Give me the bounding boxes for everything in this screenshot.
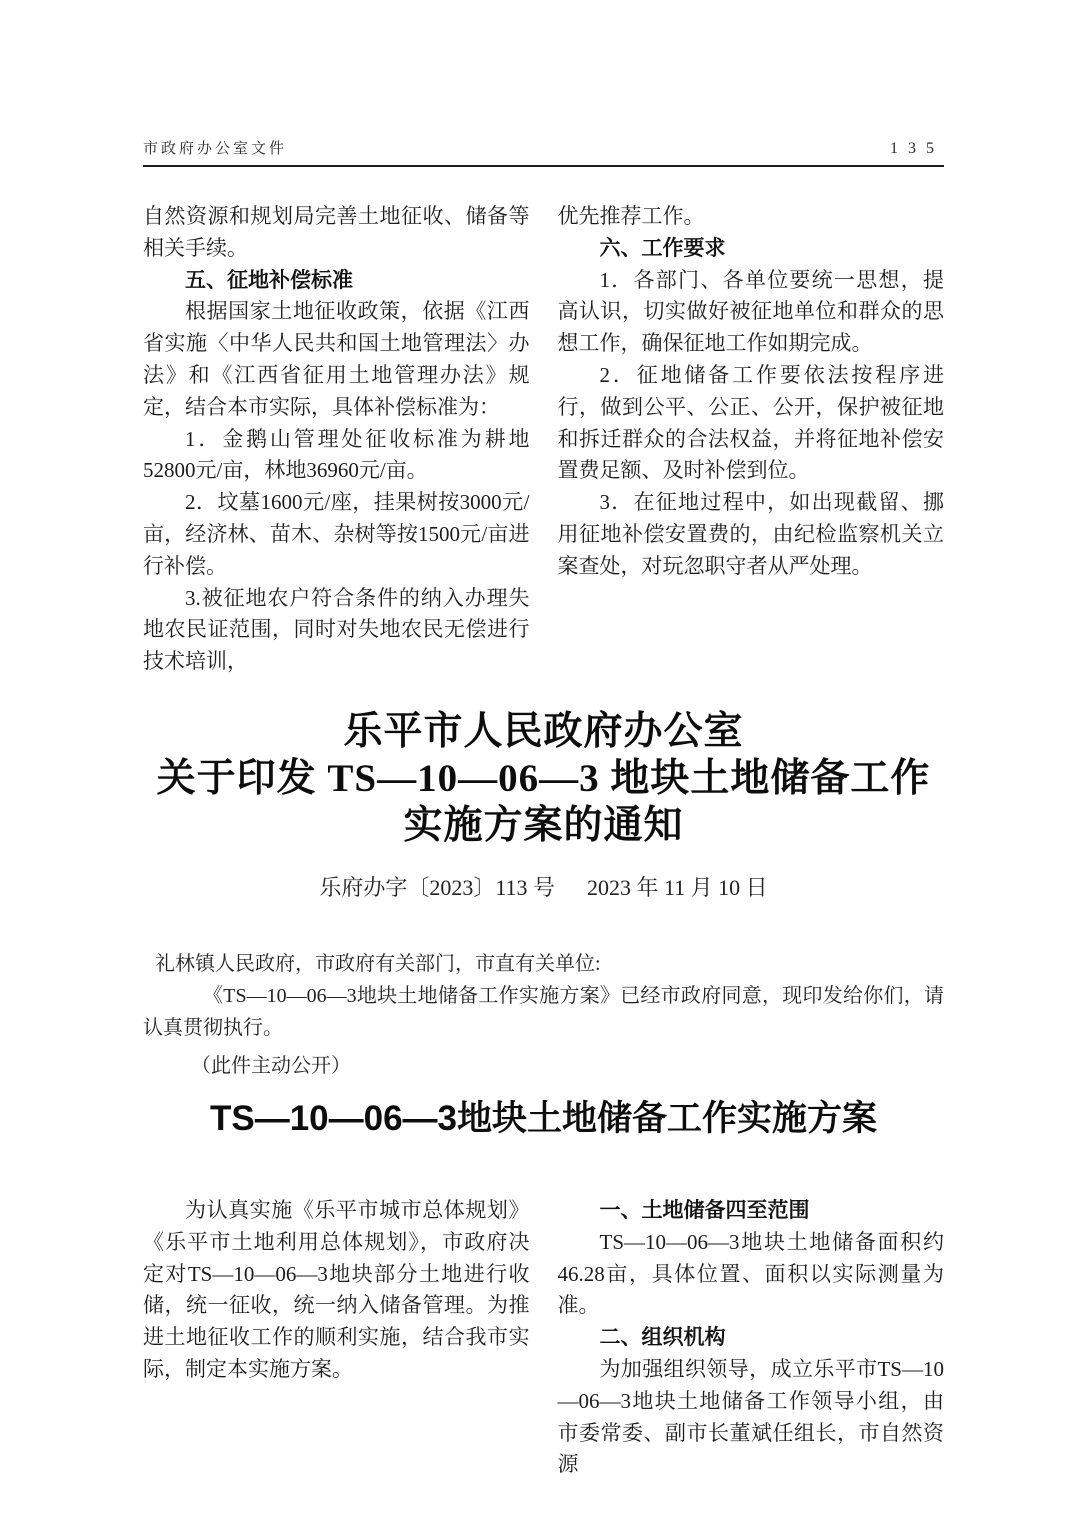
top-left-column — [143, 201, 530, 678]
section-heading: 六、工作要求 — [599, 236, 726, 260]
doc-number-line — [143, 873, 944, 903]
doc-date: 2023 年 11 月 10 日 — [587, 874, 768, 900]
disclosure-note: （此件主动公开） — [191, 1054, 351, 1077]
salutation: 礼林镇人民政府，市政府有关部门，市直有关单位: — [155, 952, 601, 975]
section-heading: 五、征地补偿标准 — [185, 268, 353, 292]
plan-title: TS—10—06—3地块土地储备工作实施方案 — [209, 1098, 878, 1138]
page-header — [143, 137, 944, 167]
paragraph: 根据国家土地征收政策，依据《江西省实施〈中华人民共和国土地管理法〉办法》和《江西省征用土地管理办法》规定，结合本市实际，具体补偿标准为： — [143, 299, 530, 419]
plan-columns — [143, 1195, 944, 1481]
notice-title-line-1: 乐平市人民政府办公室 — [343, 709, 744, 753]
paragraph: 2．征地储备工作要依法按程序进行，做到公平、公正、公开，保护被征地和拆迁群众的合法权益，并将征地补偿安置费足额、及时补偿到位。 — [557, 362, 944, 483]
paragraph: 为加强组织领导，成立乐平市TS—10—06—3地块土地储备工作领导小组，由市委常委、副市长董斌任组长，市自然资源 — [557, 1356, 944, 1477]
notice-top-columns — [143, 201, 944, 678]
notice-body — [143, 948, 944, 1082]
paragraph: 优先推荐工作。 — [557, 204, 705, 228]
paragraph: 3.被征地农户符合条件的纳入办理失地农民证范围，同时对失地农民无偿进行技术培训， — [143, 585, 530, 674]
header-doc-category: 市政府办公室文件 — [143, 141, 288, 157]
notice-body-paragraph: 《TS—10—06—3地块土地储备工作实施方案》已经市政府同意，现印发给你们，请认真贯彻执行。 — [143, 984, 944, 1039]
paragraph: 1．各部门、各单位要统一思想，提高认识，切实做好被征地单位和群众的思想工作，确保征地工作如期完成。 — [557, 267, 944, 356]
page-content — [143, 137, 944, 1481]
notice-title — [143, 708, 944, 849]
doc-number: 乐府办字〔2023〕113 号 — [319, 874, 555, 900]
plan-left-column — [143, 1195, 530, 1481]
paragraph: 1．金鹅山管理处征收标准为耕地52800元/亩，林地36960元/亩。 — [143, 426, 530, 483]
paragraph: 为认真实施《乐平市城市总体规划》《乐平市土地利用总体规划》，市政府决定对TS—10—06—3地块部分土地进行收储，统一征收，统一纳入储备管理。为推进土地征收工作的顺利实施，结合我市实际，制定本实施方案。 — [143, 1197, 530, 1381]
section-heading: 二、组织机构 — [599, 1326, 726, 1350]
notice-title-line-2: 关于印发 TS—10—06—3 地块土地储备工作 — [156, 756, 931, 800]
plan-right-column — [558, 1195, 945, 1481]
paragraph: 2．坟墓1600元/座，挂果树按3000元/亩，经济林、苗木、杂树等按1500元/亩进行补偿。 — [143, 490, 530, 578]
section-heading: 一、土地储备四至范围 — [599, 1198, 810, 1222]
paragraph: 自然资源和规划局完善土地征收、储备等相关手续。 — [143, 204, 530, 260]
top-right-column — [558, 201, 945, 678]
page-number: 135 — [890, 140, 944, 157]
paragraph: TS—10—06—3地块土地储备面积约46.28亩，具体位置、面积以实际测量为准。 — [557, 1229, 944, 1318]
paragraph: 3．在征地过程中，如出现截留、挪用征地补偿安置费的，由纪检监察机关立案查处，对玩忽职守者从严处理。 — [557, 490, 944, 578]
notice-title-line-3: 实施方案的通知 — [403, 803, 684, 847]
